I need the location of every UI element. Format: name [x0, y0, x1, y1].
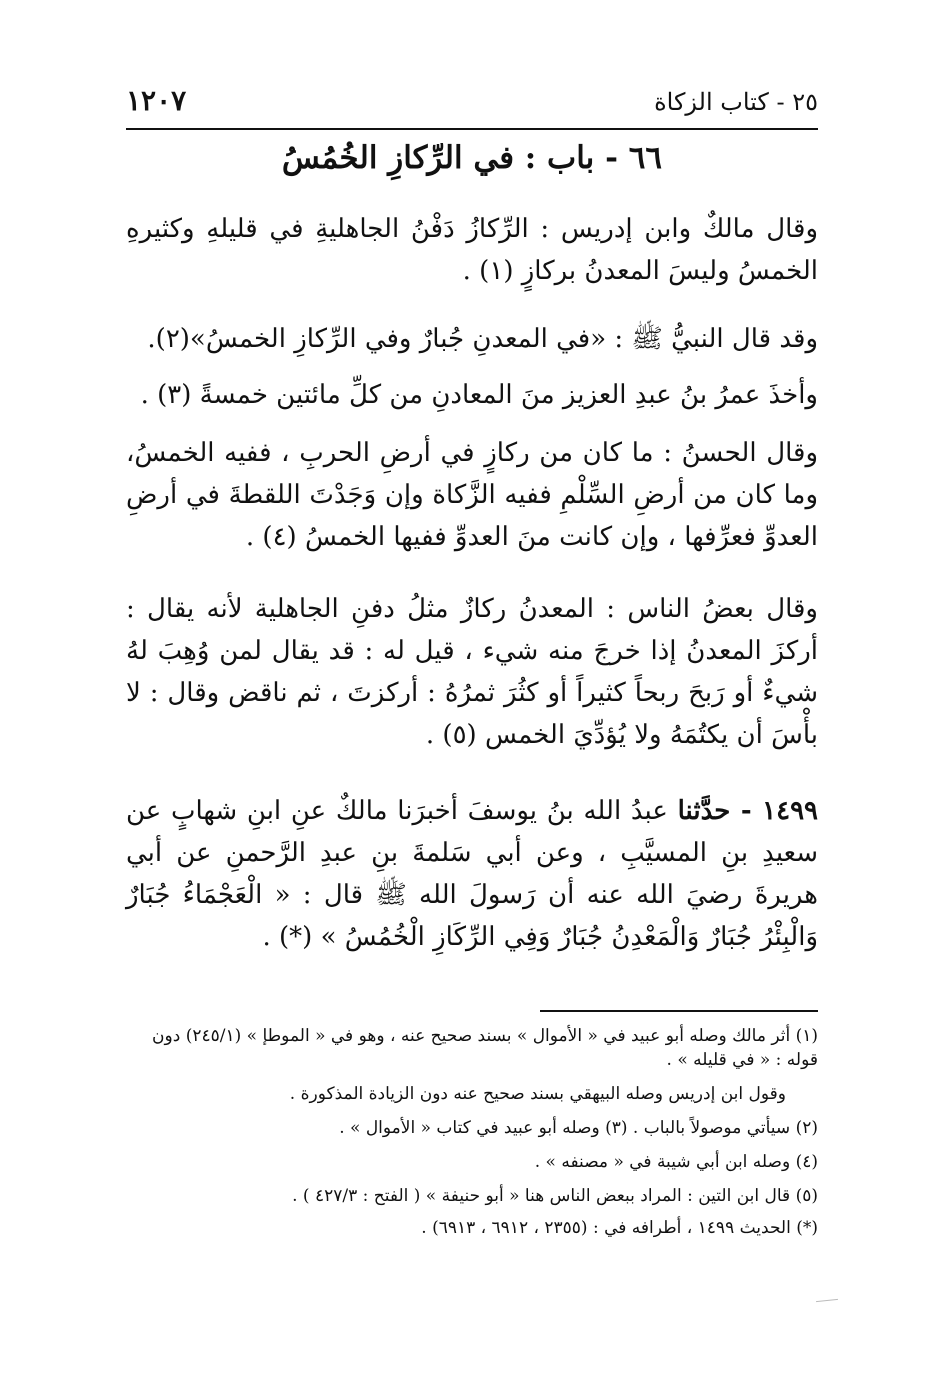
- page-number: ١٢٠٧: [126, 84, 187, 117]
- paragraph-umar: وأخذَ عمرُ بنُ عبدِ العزيز منَ المعادنِ من كلِّ مائتين خمسةً (٣) .: [140, 380, 818, 410]
- header-divider: [126, 128, 818, 130]
- scan-mark: [816, 1299, 838, 1302]
- footnote-4: (٤) وصله ابن أبي شيبة في « مصنفه » .: [534, 1152, 818, 1172]
- chapter-heading: ٢٥ - كتاب الزكاة: [654, 88, 818, 116]
- footnote-1: (١) أثر مالك وصله أبو عبيد في « الأموال » بسند صحيح عنه ، وهو في « الموطإ » (٢٤٥/١) دون قوله : « في قليله » .: [152, 1026, 818, 1070]
- footnote-divider: [540, 1010, 818, 1012]
- paragraph-prophet: وقد قال النبيُّ ﷺ : «في المعدنِ جُبارٌ وفي الرِّكازِ الخمسُ»(٢).: [147, 324, 818, 354]
- running-header: [126, 84, 818, 124]
- hadith-paragraph: [126, 790, 818, 958]
- hadith-text: عبدُ الله بنُ يوسفَ أخبرَنا مالكٌ عنِ ابنِ شهابٍ عن سعيدِ بنِ المسيَّبِ ، وعن أبي سَلمةَ بنِ عبدِ الرَّحمنِ عن أبي هريرةَ رضيَ الله عنه أن رَسولَ الله ﷺ قال : « الْعَجْمَاءُ جُبَارٌ وَالْبِئْرُ جُبَارٌ وَالْمَعْدِنُ جُبَارٌ وَفِي الرِّكَازِ الْخُمُسُ » (*) .: [126, 796, 818, 952]
- footnote-1-continued: وقول ابن إدريس وصله البيهقي بسند صحيح عنه دون الزيادة المذكورة .: [289, 1084, 786, 1104]
- paragraph-malik: وقال مالكٌ وابن إدريس : الرِّكازُ دَفْنُ الجاهليةِ في قليلهِ وكثيرهِ الخمسُ وليسَ المعدنُ بركازٍ (١) .: [126, 214, 818, 286]
- paragraph-some-people: وقال بعضُ الناس : المعدنُ ركازٌ مثلُ دفنِ الجاهلية لأنه يقال : أركزَ المعدنُ إذا خرجَ منه شيء ، قيل له : قد يقال لمن وُهِبَ لهُ شيءٌ أو رَبحَ ربحاً كثيراً أو كثُرَ ثمرُهُ : أركزتَ ، ثم ناقض وقال : لا بأْسَ أن يكتُمَهُ ولا يُؤدِّيَ الخمس (٥) .: [126, 594, 818, 750]
- chapter-title: ٦٦ - باب : في الرِّكازِ الخُمُسُ: [281, 140, 663, 176]
- footnote-5: (٥) قال ابن التين : المراد ببعض الناس هنا « أبو حنيفة » ( الفتح : ٤٢٧/٣ ) .: [292, 1186, 818, 1206]
- footnote-hadith-cross-reference: (*) الحديث ١٤٩٩ ، أطرافه في : (٢٣٥٥ ، ٦٩١٢ ، ٦٩١٣) .: [421, 1218, 818, 1238]
- hadith-number: ١٤٩٩ - حدَّثنا: [677, 796, 818, 826]
- paragraph-hasan: وقال الحسنُ : ما كان من ركازٍ في أرضِ الحربِ ، ففيه الخمسُ، وما كان من أرضِ السِّلْمِ ففيه الزَّكاة وإن وَجَدْتَ اللقطةَ في أرضِ العدوِّ فعرِّفها ، وإن كانت منَ العدوِّ ففيها الخمسُ (٤) .: [126, 438, 819, 552]
- footnote-2-3: (٢) سيأتي موصولاً بالباب . (٣) وصله أبو عبيد في كتاب « الأموال » .: [339, 1118, 818, 1138]
- footnotes: [150, 1024, 818, 1240]
